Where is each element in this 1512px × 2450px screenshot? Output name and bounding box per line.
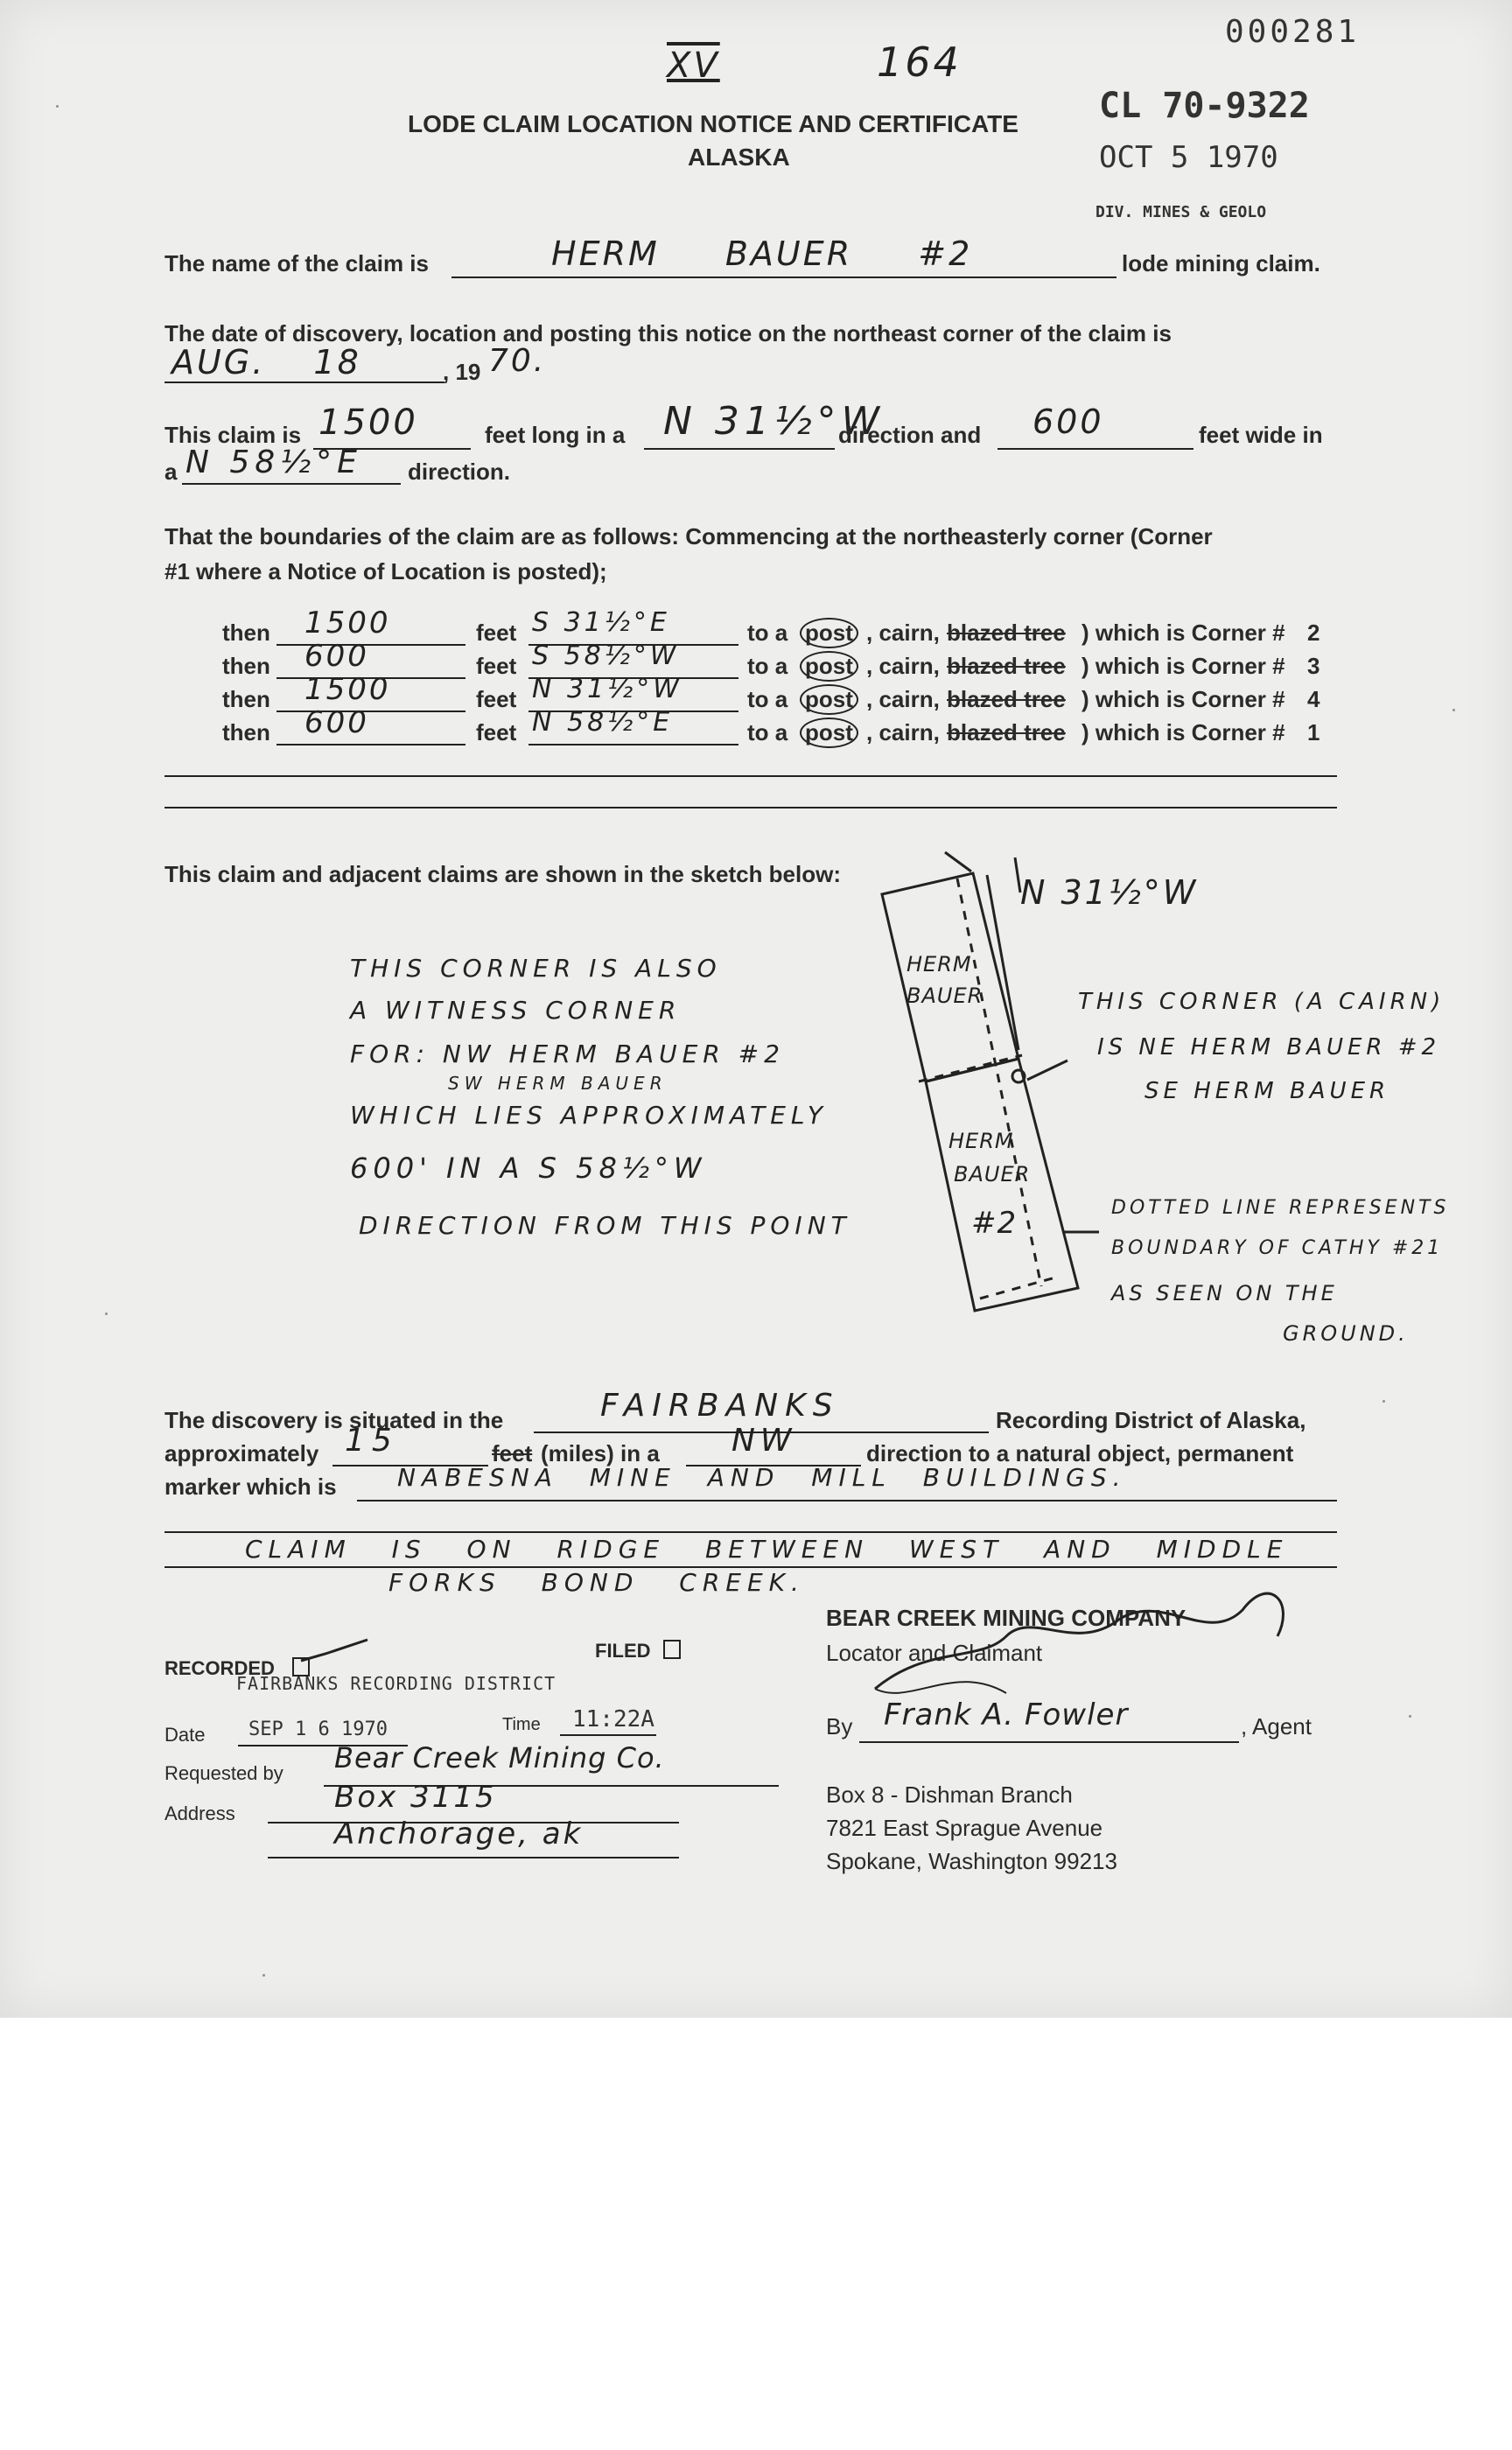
claimant-address-line2: 7821 East Sprague Avenue <box>826 1815 1103 1841</box>
length-direction-value: N 31½°W <box>663 399 886 444</box>
boundary-distance: 1500 <box>304 672 391 707</box>
scan-speck <box>56 105 59 108</box>
agent-label: , Agent <box>1241 1713 1312 1740</box>
situated-label: The discovery is situated in the <box>164 1407 504 1433</box>
to-a-label: to a <box>747 653 788 679</box>
claim-label-line: BAUER <box>954 1162 1031 1186</box>
claim-label-line: #2 <box>971 1206 1018 1241</box>
filed-label: FILED <box>595 1640 651 1662</box>
boundary-distance: 600 <box>304 639 369 674</box>
length-mid: feet long in a <box>485 422 626 448</box>
feet-label: feet <box>476 686 517 712</box>
boundary-distance: 1500 <box>304 606 391 640</box>
sketch-north-label: N 31½°W <box>1020 873 1199 912</box>
corner-number: 3 <box>1307 653 1320 679</box>
corner-number: 1 <box>1307 719 1320 746</box>
requested-value: Bear Creek Mining Co. <box>334 1741 665 1774</box>
claimant-company: BEAR CREEK MINING COMPANY <box>826 1605 1186 1631</box>
year-value: 70. <box>488 343 547 379</box>
recorded-label: RECORDED <box>164 1657 275 1679</box>
blazed-tree-label: blazed tree <box>947 620 1066 646</box>
note-left-line: SW HERM BAUER <box>448 1073 668 1094</box>
roman-numeral: XV <box>667 46 720 86</box>
district-suffix: Recording District of Alaska, <box>996 1407 1306 1433</box>
discovery-date-value: AUG. 18 <box>172 343 361 382</box>
note-right-line: SE HERM BAUER <box>1144 1078 1390 1104</box>
claim-name-value: HERM BAUER #2 <box>551 234 973 273</box>
boundaries-intro-line2: #1 where a Notice of Location is posted); <box>164 558 607 584</box>
post-label-circled: post <box>800 684 858 715</box>
agent-signature: Frank A. Fowler <box>884 1698 1129 1732</box>
boundaries-intro-line1: That the boundaries of the claim are as follows: Commencing at the northeasterly corner (Corner <box>164 523 1213 550</box>
width-direction-value: N 58½°E <box>186 444 362 480</box>
time-label: Time <box>502 1715 541 1734</box>
date-value: SEP 1 6 1970 <box>248 1718 388 1740</box>
feet-label: feet <box>476 620 517 646</box>
claim-label-line: HERM <box>906 952 972 976</box>
note-left-line: A WITNESS CORNER <box>350 996 682 1025</box>
note-dotted-line: BOUNDARY OF CATHY #21 <box>1111 1237 1444 1259</box>
note-left-line: WHICH LIES APPROXIMATELY <box>350 1101 828 1130</box>
miles-label: (miles) in a <box>541 1440 660 1466</box>
boundary-bearing: S 31½°E <box>532 607 670 638</box>
claimant-address-line1: Box 8 - Dishman Branch <box>826 1782 1073 1808</box>
note-right-line: THIS CORNER (A CAIRN) <box>1078 989 1446 1015</box>
note-left-line: DIRECTION FROM THIS POINT <box>359 1211 851 1240</box>
then-label: then <box>222 653 270 679</box>
time-value: 11:22A <box>572 1706 654 1732</box>
district-value: FAIRBANKS <box>600 1388 840 1424</box>
approx-label: approximately <box>164 1440 319 1466</box>
to-a-label: to a <box>747 719 788 746</box>
note-dotted-line: GROUND. <box>1283 1321 1409 1346</box>
marker-label: marker which is <box>164 1474 337 1500</box>
remark-line-1: CLAIM IS ON RIDGE BETWEEN WEST AND MIDDLE <box>245 1535 1289 1564</box>
claim-label-line: BAUER <box>906 984 984 1008</box>
claim-name-label: The name of the claim is <box>164 250 429 276</box>
document-title: LODE CLAIM LOCATION NOTICE AND CERTIFICATE <box>408 110 1018 137</box>
note-dotted-line: DOTTED LINE REPRESENTS <box>1111 1197 1450 1219</box>
note-left-line: THIS CORNER IS ALSO <box>350 954 722 983</box>
scan-speck <box>262 1974 265 1977</box>
then-label: then <box>222 686 270 712</box>
cairn-label: , cairn, <box>866 653 940 679</box>
received-by-stamp: DIV. MINES & GEOLO <box>1096 203 1267 221</box>
scan-speck <box>1409 1715 1411 1718</box>
length-label: This claim is <box>164 422 302 448</box>
corner-label: ) which is Corner # <box>1082 686 1285 712</box>
then-label: then <box>222 719 270 746</box>
cairn-label: , cairn, <box>866 686 940 712</box>
filed-checkbox[interactable] <box>663 1640 681 1659</box>
direction-value: NW <box>732 1423 797 1459</box>
recording-district-stamp: FAIRBANKS RECORDING DISTRICT <box>236 1673 556 1694</box>
document-subtitle: ALASKA <box>688 144 790 171</box>
handwritten-number: 164 <box>877 38 962 86</box>
file-number: 000281 <box>1225 14 1361 50</box>
to-a-label: to a <box>747 620 788 646</box>
claim-name-suffix: lode mining claim. <box>1122 250 1320 276</box>
feet-label: feet <box>476 653 517 679</box>
width-suffix: feet wide in <box>1199 422 1323 448</box>
blazed-tree-label: blazed tree <box>947 686 1066 712</box>
recording-id: CL 70-9322 <box>1099 86 1310 126</box>
post-label-circled: post <box>800 651 858 682</box>
note-right-line: IS NE HERM BAUER #2 <box>1097 1034 1441 1060</box>
blazed-tree-label: blazed tree <box>947 719 1066 746</box>
then-label: then <box>222 620 270 646</box>
address-line-1: Box 3115 <box>334 1780 497 1815</box>
scan-speck <box>1382 1400 1385 1403</box>
cairn-label: , cairn, <box>866 620 940 646</box>
address-underline-2 <box>268 1857 679 1858</box>
address-line-2: Anchorage, ak <box>334 1816 584 1852</box>
post-label-circled: post <box>800 718 858 748</box>
claimant-address-line3: Spokane, Washington 99213 <box>826 1848 1117 1874</box>
claim-label-line: HERM <box>948 1129 1014 1153</box>
feet-label: feet <box>476 719 517 746</box>
note-dotted-line: AS SEEN ON THE <box>1111 1281 1338 1306</box>
corner-number: 2 <box>1307 620 1320 646</box>
to-a-label: to a <box>747 686 788 712</box>
width-dir-suffix: direction. <box>408 458 511 485</box>
corner-label: ) which is Corner # <box>1082 653 1285 679</box>
received-date-stamp: OCT 5 1970 <box>1099 140 1278 175</box>
scan-speck <box>105 1312 108 1315</box>
boundary-bearing: N 31½°W <box>532 674 682 704</box>
sketch-intro: This claim and adjacent claims are shown in the sketch below: <box>164 861 842 887</box>
cairn-label: , cairn, <box>866 719 940 746</box>
remark-line-2: FORKS BOND CREEK. <box>388 1568 805 1597</box>
corner-label: ) which is Corner # <box>1082 620 1285 646</box>
claimant-role: Locator and Claimant <box>826 1640 1043 1666</box>
approx-value: 15 <box>345 1423 399 1459</box>
boundary-bearing: S 58½°W <box>532 640 680 671</box>
corner-label: ) which is Corner # <box>1082 719 1285 746</box>
note-left-line: FOR: NW HERM BAUER #2 <box>350 1040 785 1068</box>
width-dir-prefix: a <box>164 458 178 485</box>
year-prefix: , 19 <box>443 359 481 385</box>
blazed-tree-label: blazed tree <box>947 653 1066 679</box>
post-label-circled: post <box>800 618 858 648</box>
marker-value: NABESNA MINE AND MILL BUILDINGS. <box>397 1463 1127 1492</box>
requested-label: Requested by <box>164 1762 284 1784</box>
boundary-distance: 600 <box>304 705 369 740</box>
time-underline <box>560 1734 656 1736</box>
note-left-line: 600' IN A S 58½°W <box>350 1152 707 1185</box>
length-value: 1500 <box>318 402 418 443</box>
scan-speck <box>1452 709 1455 711</box>
direction-suffix: direction to a natural object, permanent <box>866 1440 1294 1466</box>
by-label: By <box>826 1713 853 1740</box>
boundary-bearing: N 58½°E <box>532 707 674 738</box>
date-label: Date <box>164 1724 206 1746</box>
feet-struck: feet <box>492 1440 533 1466</box>
width-value: 600 <box>1032 402 1104 441</box>
address-label: Address <box>164 1802 235 1824</box>
discovery-text: The date of discovery, location and posting this notice on the northeast corner of the claim is <box>164 320 1172 346</box>
corner-number: 4 <box>1307 686 1320 712</box>
width-mid: direction and <box>838 422 982 448</box>
